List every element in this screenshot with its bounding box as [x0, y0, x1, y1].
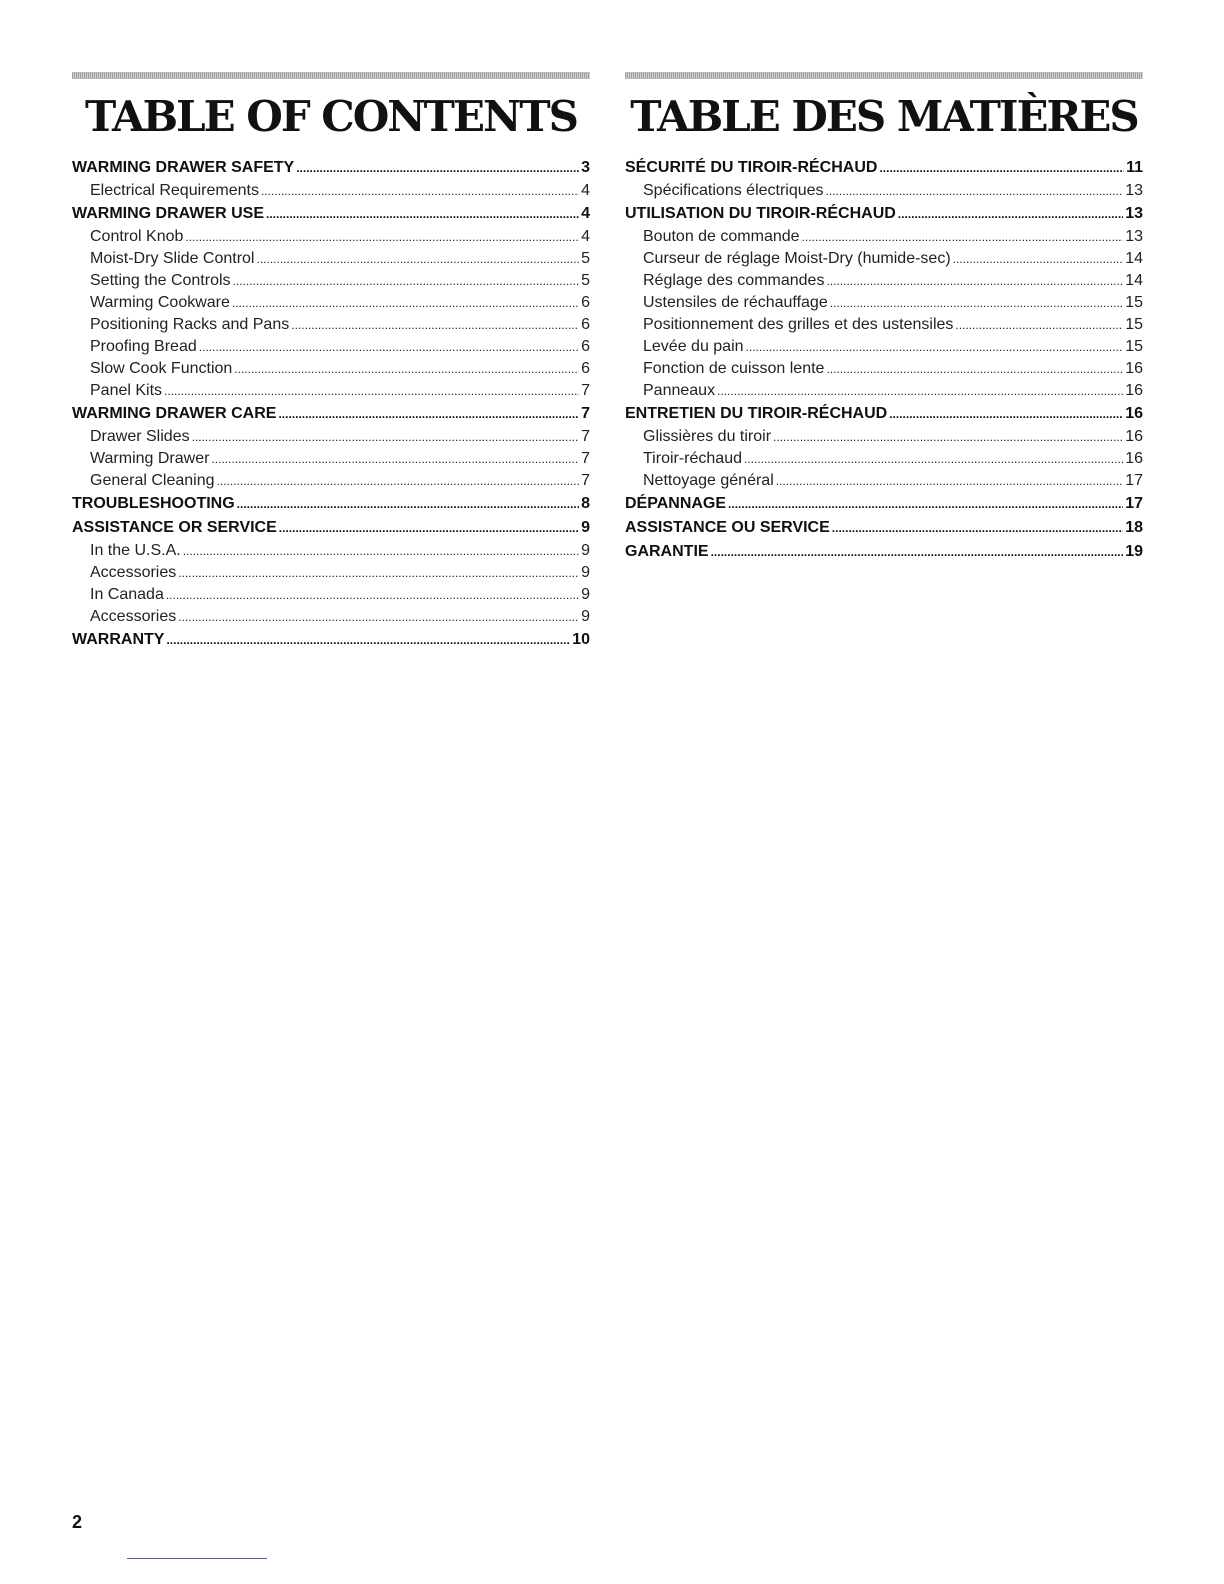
toc-subsection-entry[interactable] [72, 180, 590, 202]
toc-entry-page: 15 [1125, 294, 1143, 311]
toc-entry-page: 16 [1125, 360, 1143, 377]
dot-leader [234, 358, 579, 380]
toc-subsection-entry[interactable] [72, 540, 590, 562]
toc-subsection-entry[interactable] [72, 470, 590, 492]
dot-leader [166, 584, 579, 606]
dot-leader [832, 516, 1123, 540]
toc-entry-page: 9 [581, 564, 590, 581]
toc-entry-page: 17 [1125, 495, 1143, 512]
toc-entry-label: Panneaux [643, 382, 716, 399]
toc-entry-label: Positioning Racks and Pans [90, 316, 290, 333]
toc-entry-page: 19 [1125, 543, 1143, 560]
dot-leader [183, 540, 579, 562]
toc-entry-page: 6 [581, 360, 590, 377]
toc-section-entry[interactable] [625, 202, 1143, 226]
toc-section-entry[interactable] [625, 540, 1143, 564]
toc-entry-page: 15 [1125, 316, 1143, 333]
toc-entry-label: Glissières du tiroir [643, 428, 772, 445]
toc-entry-label: General Cleaning [90, 472, 215, 489]
toc-title-french: TABLE DES MATIÈRES [630, 92, 1138, 141]
toc-entry-page: 7 [581, 428, 590, 445]
dot-leader [296, 156, 579, 180]
toc-entry-page: 18 [1125, 519, 1143, 536]
toc-subsection-entry[interactable] [625, 248, 1143, 270]
dot-leader [232, 292, 579, 314]
toc-list-english [72, 156, 590, 652]
toc-subsection-entry[interactable] [625, 470, 1143, 492]
toc-entry-label: Nettoyage général [643, 472, 774, 489]
dot-leader [879, 156, 1124, 180]
toc-entry-label: SÉCURITÉ DU TIROIR-RÉCHAUD [625, 159, 878, 176]
toc-entry-label: Accessories [90, 564, 177, 581]
dot-leader [278, 402, 579, 426]
dot-leader [166, 628, 570, 652]
dot-leader [256, 248, 579, 270]
toc-entry-label: Proofing Bread [90, 338, 197, 355]
toc-entry-page: 4 [581, 205, 590, 222]
dot-leader [773, 426, 1123, 448]
toc-subsection-entry[interactable] [72, 562, 590, 584]
header-rule [625, 72, 1143, 79]
toc-section-entry[interactable] [625, 492, 1143, 516]
toc-entry-page: 10 [572, 631, 590, 648]
dot-leader [802, 226, 1124, 248]
toc-entry-page: 9 [581, 519, 590, 536]
toc-section-entry[interactable] [72, 402, 590, 426]
footer-rule [127, 1558, 267, 1559]
toc-subsection-entry[interactable] [625, 358, 1143, 380]
toc-entry-page: 6 [581, 294, 590, 311]
toc-entry-page: 9 [581, 608, 590, 625]
dot-leader [955, 314, 1123, 336]
toc-entry-label: Setting the Controls [90, 272, 231, 289]
toc-entry-label: Electrical Requirements [90, 182, 259, 199]
toc-entry-label: WARRANTY [72, 631, 165, 648]
toc-entry-page: 16 [1125, 405, 1143, 422]
toc-entry-page: 4 [581, 228, 590, 245]
dot-leader [199, 336, 579, 358]
toc-title-english: TABLE OF CONTENTS [85, 92, 577, 141]
header-rule [72, 72, 590, 79]
toc-entry-label: GARANTIE [625, 543, 709, 560]
toc-subsection-entry[interactable] [72, 314, 590, 336]
toc-entry-label: UTILISATION DU TIROIR-RÉCHAUD [625, 205, 896, 222]
toc-entry-label: ASSISTANCE OR SERVICE [72, 519, 277, 536]
english-toc-column [72, 72, 590, 652]
dot-leader [291, 314, 579, 336]
toc-entry-page: 3 [581, 159, 590, 176]
toc-entry-label: Spécifications électriques [643, 182, 824, 199]
toc-entry-label: WARMING DRAWER SAFETY [72, 159, 295, 176]
toc-entry-page: 5 [581, 272, 590, 289]
toc-entry-label: Tiroir-réchaud [643, 450, 742, 467]
toc-entry-label: In the U.S.A. [90, 542, 181, 559]
toc-subsection-entry[interactable] [625, 314, 1143, 336]
toc-entry-label: Slow Cook Function [90, 360, 233, 377]
toc-subsection-entry[interactable] [72, 380, 590, 402]
dot-leader [178, 606, 579, 628]
toc-section-entry[interactable] [625, 516, 1143, 540]
toc-entry-page: 13 [1125, 205, 1143, 222]
toc-subsection-entry[interactable] [72, 426, 590, 448]
dot-leader [233, 270, 580, 292]
toc-list-french [625, 156, 1143, 564]
toc-entry-page: 16 [1125, 428, 1143, 445]
toc-entry-page: 14 [1125, 272, 1143, 289]
dot-leader [746, 336, 1124, 358]
toc-entry-page: 4 [581, 182, 590, 199]
toc-subsection-entry[interactable] [625, 226, 1143, 248]
toc-entry-page: 11 [1126, 159, 1143, 176]
dot-leader [826, 358, 1123, 380]
toc-entry-label: Positionnement des grilles et des ustensiles [643, 316, 954, 333]
toc-section-entry[interactable] [72, 156, 590, 180]
toc-entry-page: 16 [1125, 450, 1143, 467]
toc-entry-label: Ustensiles de réchauffage [643, 294, 828, 311]
toc-subsection-entry[interactable] [625, 448, 1143, 470]
toc-entry-page: 16 [1125, 382, 1143, 399]
toc-entry-label: Bouton de commande [643, 228, 800, 245]
dot-leader [889, 402, 1123, 426]
toc-entry-label: Moist-Dry Slide Control [90, 250, 255, 267]
dot-leader [711, 540, 1124, 564]
toc-entry-page: 5 [581, 250, 590, 267]
dot-leader [261, 180, 579, 202]
toc-subsection-entry[interactable] [72, 448, 590, 470]
dot-leader [266, 202, 579, 226]
toc-subsection-entry[interactable] [625, 380, 1143, 402]
toc-subsection-entry[interactable] [72, 606, 590, 628]
toc-subsection-entry[interactable] [625, 180, 1143, 202]
dot-leader [826, 270, 1123, 292]
toc-entry-page: 7 [581, 450, 590, 467]
toc-entry-label: Control Knob [90, 228, 184, 245]
dot-leader [744, 448, 1123, 470]
toc-entry-page: 14 [1125, 250, 1143, 267]
dot-leader [211, 448, 579, 470]
toc-entry-label: WARMING DRAWER CARE [72, 405, 277, 422]
dot-leader [185, 226, 579, 248]
toc-section-entry[interactable] [72, 492, 590, 516]
toc-subsection-entry[interactable] [72, 358, 590, 380]
toc-entry-page: 9 [581, 586, 590, 603]
toc-entry-page: 15 [1125, 338, 1143, 355]
dot-leader [192, 426, 580, 448]
dot-leader [776, 470, 1123, 492]
dot-leader [826, 180, 1124, 202]
toc-entry-page: 6 [581, 316, 590, 333]
dot-leader [717, 380, 1123, 402]
toc-entry-label: Warming Cookware [90, 294, 230, 311]
toc-subsection-entry[interactable] [72, 584, 590, 606]
toc-entry-page: 13 [1125, 228, 1143, 245]
toc-entry-page: 7 [581, 405, 590, 422]
toc-entry-label: Warming Drawer [90, 450, 210, 467]
toc-section-entry[interactable] [72, 516, 590, 540]
toc-subsection-entry[interactable] [625, 336, 1143, 358]
toc-entry-label: ASSISTANCE OU SERVICE [625, 519, 830, 536]
dot-leader [217, 470, 580, 492]
toc-entry-label: In Canada [90, 586, 164, 603]
toc-entry-page: 6 [581, 338, 590, 355]
dot-leader [953, 248, 1124, 270]
dot-leader [279, 516, 579, 540]
toc-entry-page: 9 [581, 542, 590, 559]
toc-entry-label: Drawer Slides [90, 428, 190, 445]
dot-leader [237, 492, 579, 516]
toc-subsection-entry[interactable] [625, 426, 1143, 448]
toc-subsection-entry[interactable] [72, 336, 590, 358]
toc-entry-label: DÉPANNAGE [625, 495, 727, 512]
dot-leader [898, 202, 1123, 226]
toc-entry-label: Accessories [90, 608, 177, 625]
dot-leader [178, 562, 579, 584]
toc-subsection-entry[interactable] [625, 292, 1143, 314]
toc-section-entry[interactable] [625, 402, 1143, 426]
toc-entry-label: ENTRETIEN DU TIROIR-RÉCHAUD [625, 405, 888, 422]
toc-entry-page: 13 [1125, 182, 1143, 199]
toc-entry-label: TROUBLESHOOTING [72, 495, 235, 512]
toc-entry-page: 7 [581, 472, 590, 489]
toc-subsection-entry[interactable] [72, 248, 590, 270]
toc-entry-label: WARMING DRAWER USE [72, 205, 264, 222]
toc-entry-page: 7 [581, 382, 590, 399]
dot-leader [830, 292, 1123, 314]
toc-entry-label: Panel Kits [90, 382, 163, 399]
dot-leader [728, 492, 1123, 516]
toc-subsection-entry[interactable] [72, 270, 590, 292]
toc-section-entry[interactable] [72, 202, 590, 226]
toc-entry-label: Fonction de cuisson lente [643, 360, 825, 377]
toc-entry-label: Curseur de réglage Moist-Dry (humide-sec) [643, 250, 951, 267]
toc-subsection-entry[interactable] [625, 270, 1143, 292]
dot-leader [164, 380, 579, 402]
french-toc-column [625, 72, 1143, 564]
toc-entry-label: Levée du pain [643, 338, 744, 355]
toc-entry-page: 8 [581, 495, 590, 512]
toc-entry-page: 17 [1125, 472, 1143, 489]
toc-section-entry[interactable] [625, 156, 1143, 180]
toc-section-entry[interactable] [72, 628, 590, 652]
toc-entry-label: Réglage des commandes [643, 272, 825, 289]
toc-subsection-entry[interactable] [72, 292, 590, 314]
toc-subsection-entry[interactable] [72, 226, 590, 248]
page-number: 2 [72, 1512, 83, 1532]
